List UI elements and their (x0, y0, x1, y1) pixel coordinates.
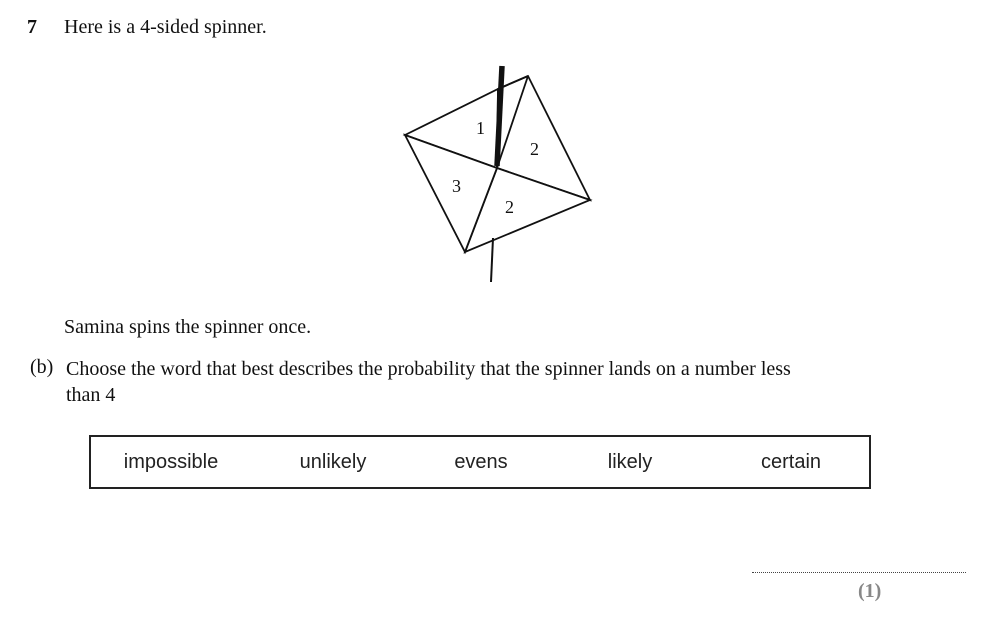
spinner-label-2-lower: 2 (505, 197, 514, 217)
spinner-label-1: 1 (476, 118, 485, 138)
spinner-diagram (395, 62, 605, 287)
choice-evens[interactable]: evens (454, 451, 508, 473)
answer-line[interactable] (752, 572, 966, 573)
choice-unlikely[interactable]: unlikely (299, 451, 367, 473)
part-b-label: (b) (30, 356, 54, 378)
spinner-label-3: 3 (452, 176, 461, 196)
word-choices-box (89, 435, 871, 489)
choice-impossible[interactable]: impossible (123, 451, 219, 473)
spinner-axle-bottom (491, 238, 493, 282)
choice-certain[interactable]: certain (760, 451, 822, 473)
choice-likely[interactable]: likely (607, 451, 653, 473)
question-number: 7 (27, 16, 37, 38)
spinner-label-2-upper: 2 (530, 139, 539, 159)
part-b-question: Choose the word that best describes the probability that the spinner lands on a number less than 4 (66, 358, 791, 406)
question-stem: Here is a 4-sided spinner. (64, 16, 267, 38)
marks-label: (1) (858, 580, 882, 602)
context-sentence: Samina spins the spinner once. (64, 316, 312, 338)
